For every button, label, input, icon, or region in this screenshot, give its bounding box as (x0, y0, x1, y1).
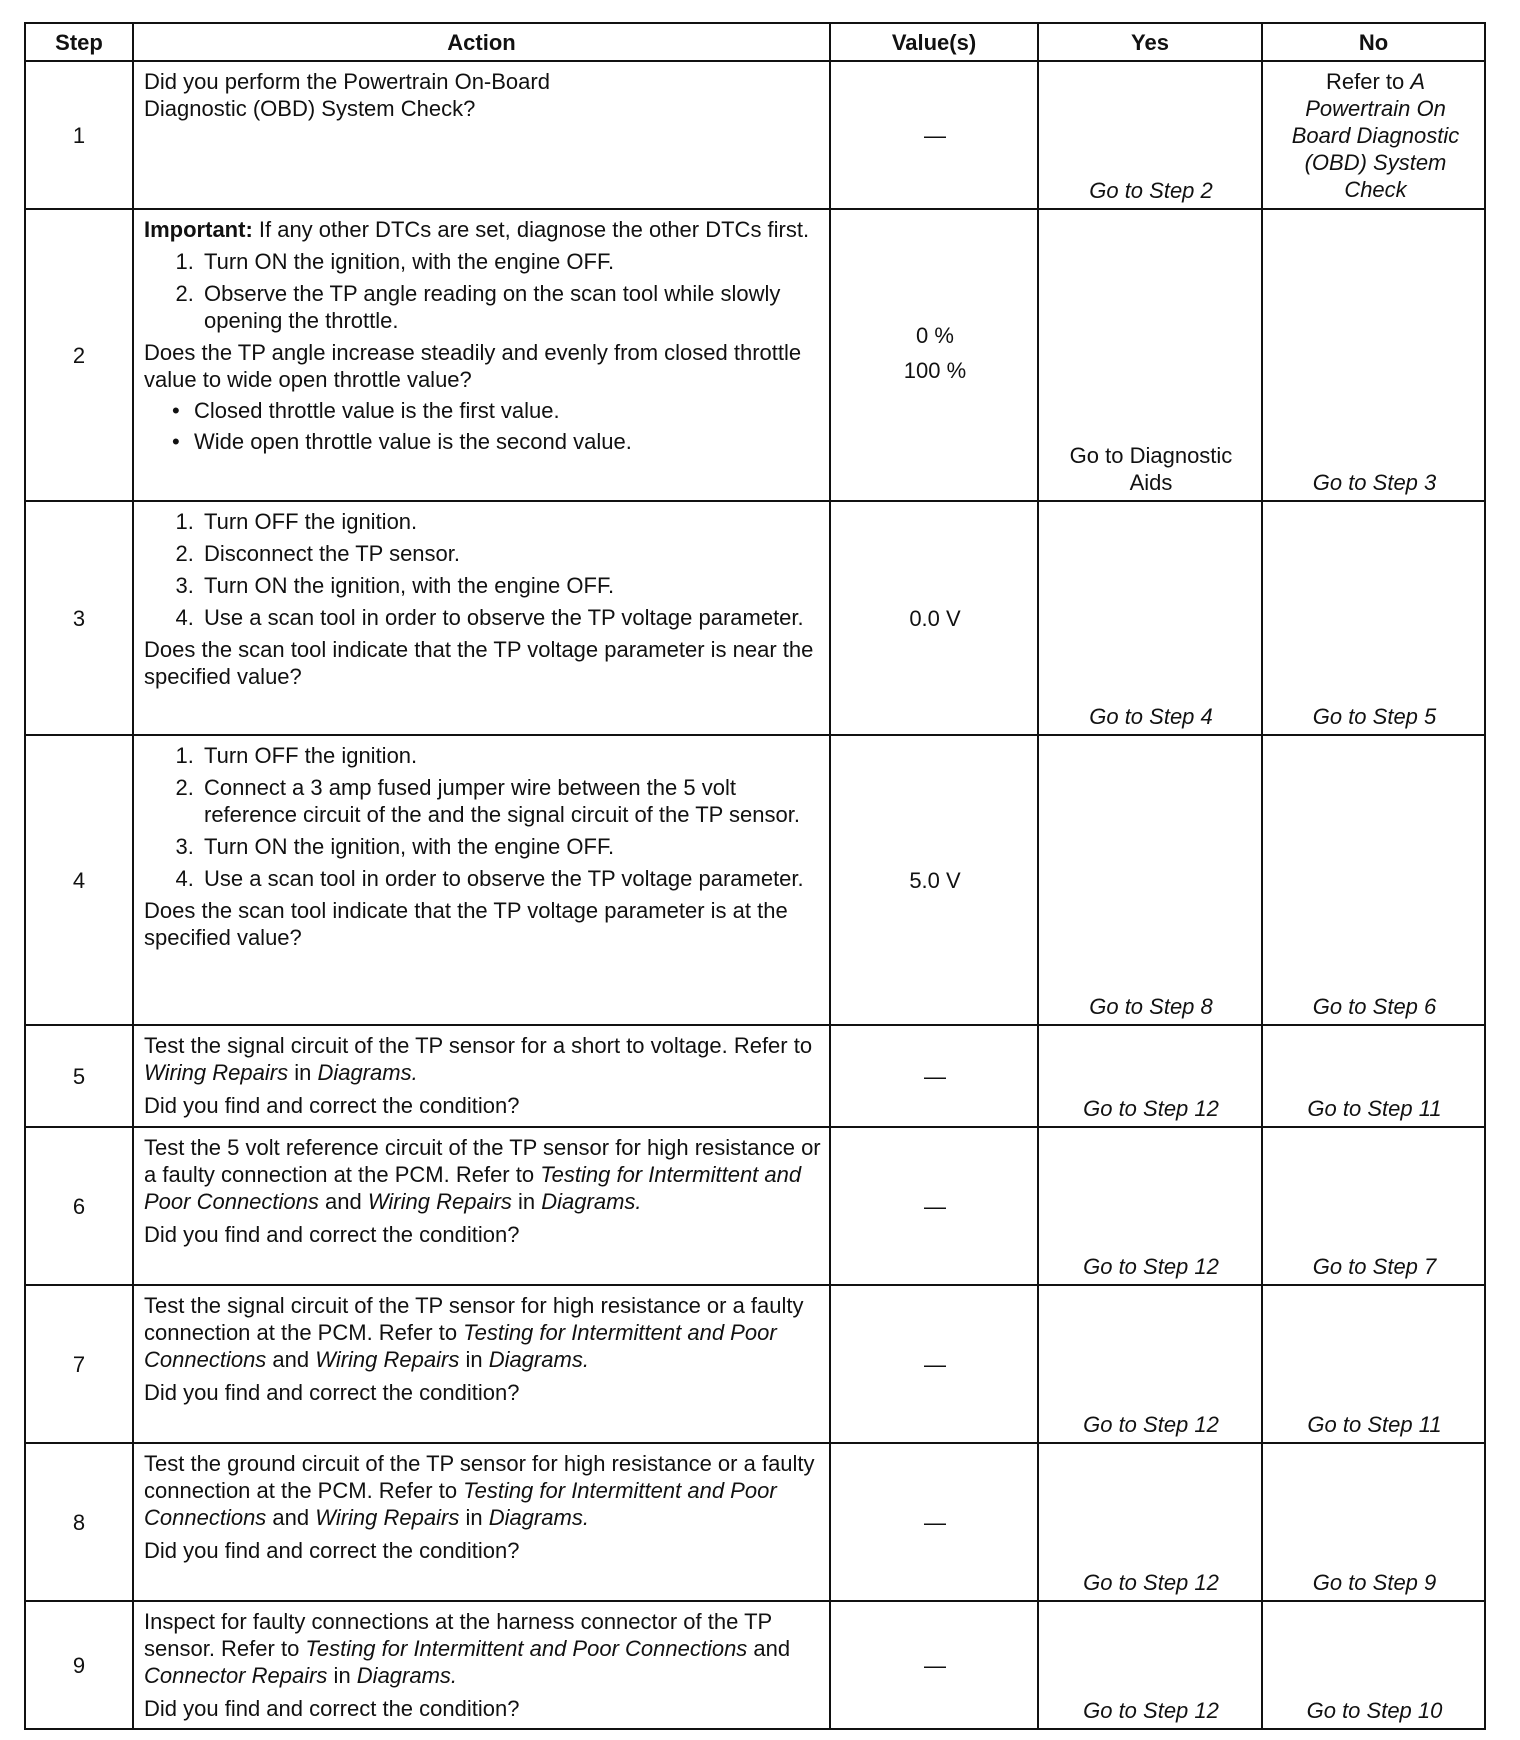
action-text (144, 1292, 821, 1373)
table-row (25, 1285, 1485, 1443)
action-cell (133, 501, 830, 735)
action-text (144, 1032, 821, 1086)
value-cell (830, 1285, 1038, 1443)
no-cell: Go to Step 11 (1262, 1285, 1485, 1443)
no-cell: Go to Step 7 (1262, 1127, 1485, 1285)
header-values: Value(s) (830, 23, 1038, 61)
action-cell (133, 209, 830, 501)
value: — (924, 1351, 946, 1377)
bullet-list (144, 397, 821, 455)
action-question: Did you find and correct the condition? (144, 1222, 520, 1247)
action-text-part: in (511, 1189, 542, 1214)
action-cell (133, 735, 830, 1025)
header-step: Step (25, 23, 133, 61)
action-text-part: in (459, 1347, 489, 1372)
value-cell (830, 1025, 1038, 1127)
reference-link: Connector Repairs (144, 1663, 328, 1688)
header-action: Action (133, 23, 830, 61)
step-number: 8 (25, 1443, 133, 1601)
important-note (144, 216, 821, 243)
reference-link: Wiring Repairs (367, 1189, 512, 1214)
action-cell (133, 1601, 830, 1729)
no-cell: Go to Step 11 (1262, 1025, 1485, 1127)
yes-cell: Go to Step 2 (1038, 61, 1262, 209)
yes-cell: Go to Step 4 (1038, 501, 1262, 735)
no-prefix: Refer to (1325, 69, 1411, 94)
action-question: Did you find and correct the condition? (144, 1696, 520, 1721)
yes-text: Go to Diagnostic Aids (1069, 443, 1233, 495)
value-cell (830, 61, 1038, 209)
value: — (924, 1509, 946, 1535)
step-number: 6 (25, 1127, 133, 1285)
yes-cell: Go to Step 12 (1038, 1285, 1262, 1443)
no-cell: Go to Step 5 (1262, 501, 1485, 735)
header-yes: Yes (1038, 23, 1262, 61)
table-row (25, 1443, 1485, 1601)
procedure-step: 1. Turn ON the ignition, with the engine OFF. (200, 248, 821, 275)
procedure-step: 2. Observe the TP angle reading on the scan tool while slowly opening the throttle. (200, 280, 821, 334)
action-question: Does the scan tool indicate that the TP voltage parameter is near the specified value? (144, 637, 814, 689)
action-text-part: and (747, 1636, 791, 1661)
step-number: 4 (25, 735, 133, 1025)
no-cell: Go to Step 10 (1262, 1601, 1485, 1729)
procedure-step: 4. Use a scan tool in order to observe the TP voltage parameter. (200, 604, 821, 631)
action-cell (133, 1127, 830, 1285)
value: — (924, 1193, 946, 1219)
yes-cell: Go to Step 8 (1038, 735, 1262, 1025)
action-question: Did you find and correct the condition? (144, 1380, 520, 1405)
header-no: No (1262, 23, 1485, 61)
action-question: Does the TP angle increase steadily and evenly from closed throttle value to wide open throttle value? (144, 340, 802, 392)
procedure-step: 1. Turn OFF the ignition. (200, 742, 821, 769)
diagnostic-table-container (24, 22, 1484, 1730)
action-text (144, 1134, 821, 1215)
action-text-part: and (266, 1505, 316, 1530)
value: 0.0 V (909, 605, 961, 631)
yes-cell (1038, 209, 1262, 501)
reference-link: Wiring Repairs (315, 1505, 460, 1530)
value-cell (830, 1443, 1038, 1601)
no-cell (1262, 61, 1485, 209)
value-cell (830, 501, 1038, 735)
step-number: 3 (25, 501, 133, 735)
table-row (25, 209, 1485, 501)
reference-link: Diagrams. (488, 1505, 589, 1530)
yes-cell: Go to Step 12 (1038, 1127, 1262, 1285)
reference-link: Wiring Repairs (144, 1060, 289, 1085)
action-text-part: Test the 5 volt reference circuit of the TP sensor for high resistance or a faulty connection at the PCM. Refer to (144, 1135, 821, 1187)
no-cell: Go to Step 3 (1262, 209, 1485, 501)
procedure-step: 2. Connect a 3 amp fused jumper wire between the 5 volt reference circuit of the and the signal circuit of the TP sensor. (200, 774, 821, 828)
action-text: Did you perform the Powertrain On-Board Diagnostic (OBD) System Check? (144, 69, 550, 121)
table-row (25, 501, 1485, 735)
action-text-part: Test the ground circuit of the TP sensor for high resistance or a faulty connection at the PCM. Refer to (144, 1451, 815, 1503)
procedure-step: 1. Turn OFF the ignition. (200, 508, 821, 535)
action-text-part: Inspect for faulty connections at the harness connector of the TP sensor. Refer to (144, 1609, 772, 1661)
step-number: 5 (25, 1025, 133, 1127)
action-text-part: and (266, 1347, 316, 1372)
table-row (25, 735, 1485, 1025)
value-cell (830, 209, 1038, 501)
yes-cell: Go to Step 12 (1038, 1025, 1262, 1127)
procedure-list (144, 508, 821, 631)
value: — (924, 122, 946, 148)
action-question: Does the scan tool indicate that the TP voltage parameter is at the specified value? (144, 898, 788, 950)
reference-link: Wiring Repairs (315, 1347, 460, 1372)
action-text-part: in (459, 1505, 489, 1530)
reference-link: Diagrams. (317, 1060, 418, 1085)
action-cell (133, 1025, 830, 1127)
important-text: If any other DTCs are set, diagnose the other DTCs first. (252, 217, 810, 242)
action-cell (133, 1443, 830, 1601)
action-cell (133, 61, 830, 209)
diagnostic-table (24, 22, 1486, 1730)
bullet-item: • Closed throttle value is the first value. (194, 397, 821, 424)
reference-link: Diagrams. (541, 1189, 642, 1214)
procedure-step: 2. Disconnect the TP sensor. (200, 540, 821, 567)
yes-cell: Go to Step 12 (1038, 1443, 1262, 1601)
reference-link: Testing for Intermittent and Poor Connections (144, 1320, 777, 1372)
value: — (924, 1063, 946, 1089)
table-row (25, 61, 1485, 209)
action-text-part: in (327, 1663, 357, 1688)
action-text-part: Test the signal circuit of the TP sensor for high resistance or a faulty connection at the PCM. Refer to (144, 1293, 804, 1345)
procedure-step: 4. Use a scan tool in order to observe the TP voltage parameter. (200, 865, 821, 892)
no-cell: Go to Step 6 (1262, 735, 1485, 1025)
value: 100 % (903, 358, 967, 383)
procedure-list (144, 248, 821, 334)
reference-link: Diagrams. (356, 1663, 458, 1688)
value-cell (830, 735, 1038, 1025)
value: — (924, 1652, 946, 1678)
reference-link: Testing for Intermittent and Poor Connections (144, 1478, 777, 1530)
reference-link: Diagrams. (488, 1347, 589, 1372)
value-cell (830, 1601, 1038, 1729)
no-italic: A Powertrain On Board Diagnostic (OBD) System Check (1291, 69, 1460, 202)
value: 5.0 V (909, 867, 961, 893)
action-text-part: in (288, 1060, 318, 1085)
step-number: 1 (25, 61, 133, 209)
step-number: 2 (25, 209, 133, 501)
step-number: 9 (25, 1601, 133, 1729)
action-text-part: and (318, 1189, 368, 1214)
procedure-list (144, 742, 821, 892)
important-label: Important: (144, 217, 253, 242)
value-cell (830, 1127, 1038, 1285)
action-cell (133, 1285, 830, 1443)
action-text-part: Test the signal circuit of the TP sensor for a short to voltage. Refer to (144, 1033, 813, 1058)
procedure-step: 3. Turn ON the ignition, with the engine OFF. (200, 572, 821, 599)
bullet-item: • Wide open throttle value is the second value. (194, 428, 821, 455)
table-row (25, 1025, 1485, 1127)
table-row (25, 1601, 1485, 1729)
yes-cell: Go to Step 12 (1038, 1601, 1262, 1729)
header-row (25, 23, 1485, 61)
action-text (144, 1450, 821, 1531)
reference-link: Testing for Intermittent and Poor Connections (305, 1636, 748, 1661)
no-cell: Go to Step 9 (1262, 1443, 1485, 1601)
step-number: 7 (25, 1285, 133, 1443)
procedure-step: 3. Turn ON the ignition, with the engine OFF. (200, 833, 821, 860)
reference-link: Testing for Intermittent and Poor Connections (144, 1162, 802, 1214)
value: 0 % (916, 323, 954, 348)
action-question: Did you find and correct the condition? (144, 1538, 520, 1563)
action-text (144, 1608, 821, 1689)
action-question: Did you find and correct the condition? (144, 1093, 520, 1118)
table-row (25, 1127, 1485, 1285)
